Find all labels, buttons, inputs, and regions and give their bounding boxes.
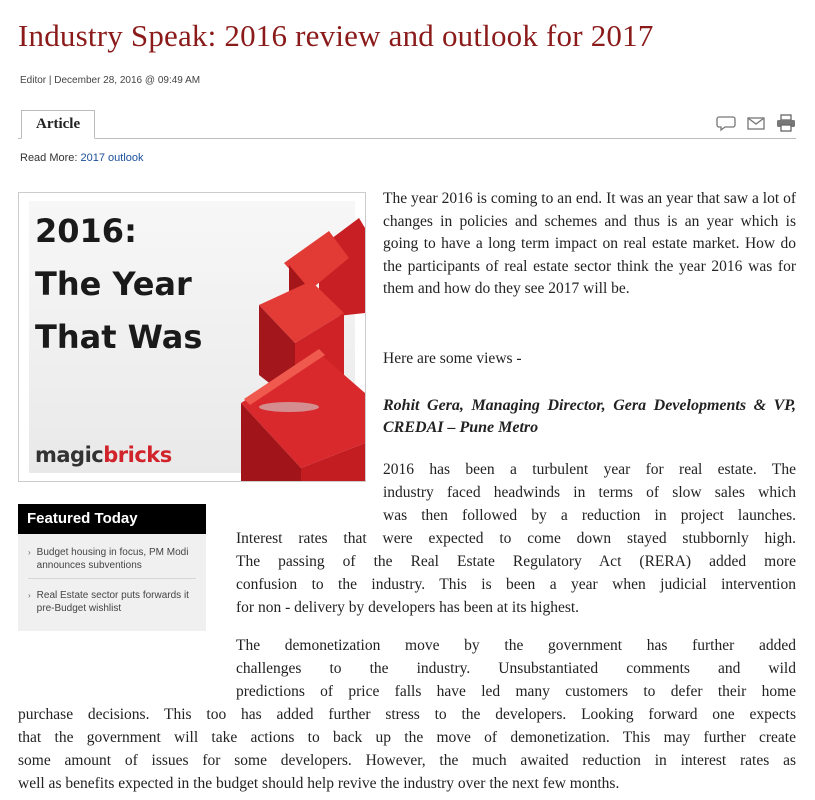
featured-heading: Featured Today xyxy=(18,504,206,534)
article-tab-bar xyxy=(18,110,796,139)
image-headline-line2: The Year xyxy=(35,265,192,303)
paragraph-line: confusion to the industry. This is been a year when judicial intervention xyxy=(236,576,796,593)
image-headline xyxy=(35,205,202,364)
paragraph-line: was then followed by a reduction in project launches. xyxy=(383,507,796,524)
featured-item-text: Budget housing in focus, PM Modi announces subventions xyxy=(36,547,189,571)
article-image xyxy=(18,192,366,482)
views-intro: Here are some views - xyxy=(383,350,522,367)
paragraph-line: challenges to the industry. Unsubstantiated comments and wild xyxy=(236,660,796,677)
paragraph-1 xyxy=(0,458,796,619)
paragraph-line: Interest rates that were expected to come down stayed stubbornly high. xyxy=(236,530,796,547)
paragraph-line: purchase decisions. This too has added further stress to the developers. Looking forward one expects xyxy=(18,706,796,723)
email-icon[interactable] xyxy=(746,114,766,132)
paragraph-line: that the government will take actions to back up the move of demonetization. This may further create xyxy=(18,729,796,746)
article-byline: Editor | December 28, 2016 @ 09:49 AM xyxy=(20,75,201,86)
comment-icon[interactable] xyxy=(716,114,736,132)
intro-paragraph: The year 2016 is coming to an end. It was an year that saw a lot of changes in policies and schemes and thus is an year which is going to have a long term impact on real estate market. How do the participants of real estate sector think the year 2016 was for them and how do they see 2017 will be. xyxy=(383,190,796,297)
paragraph-line: The demonetization move by the government has further added xyxy=(236,637,796,654)
paragraph-2 xyxy=(0,634,796,795)
paragraph-line: 2016 has been a turbulent year for real estate. The xyxy=(383,461,796,478)
paragraph-line: predictions of price falls have led many customers to defer their home xyxy=(236,683,796,700)
article-title: Industry Speak: 2016 review and outlook for 2017 xyxy=(18,18,654,53)
bullet-arrow-icon: › xyxy=(28,548,31,557)
logo-part-magic: magic xyxy=(35,443,104,467)
image-headline-line3: That Was xyxy=(35,318,203,356)
read-more xyxy=(20,152,144,164)
read-more-link[interactable]: 2017 outlook xyxy=(80,152,144,164)
bullet-arrow-icon: › xyxy=(28,591,31,600)
read-more-label: Read More: xyxy=(20,152,81,164)
paragraph-line: well as benefits expected in the budget should help revive the industry over the next few months. xyxy=(18,775,620,792)
paragraph-line: for non - delivery by developers has been at its highest. xyxy=(236,599,580,616)
featured-item-text: Real Estate sector puts forwards it pre-Budget wishlist xyxy=(36,590,189,614)
paragraph-line: some amount of issues for some developers. However, the much awaited reduction in interest rates as xyxy=(18,752,796,769)
tab-article[interactable]: Article xyxy=(21,110,95,139)
article-tools xyxy=(716,114,796,132)
image-headline-line1: 2016: xyxy=(35,212,137,250)
logo-part-bricks: bricks xyxy=(103,443,172,467)
quote-author: Rohit Gera, Managing Director, Gera Developments & VP, CREDAI – Pune Metro xyxy=(383,397,796,436)
print-icon[interactable] xyxy=(776,114,796,132)
paragraph-line: The passing of the Real Estate Regulatory Act (RERA) added more xyxy=(236,553,796,570)
paragraph-line: industry faced headwinds in terms of slow sales which xyxy=(383,484,796,501)
